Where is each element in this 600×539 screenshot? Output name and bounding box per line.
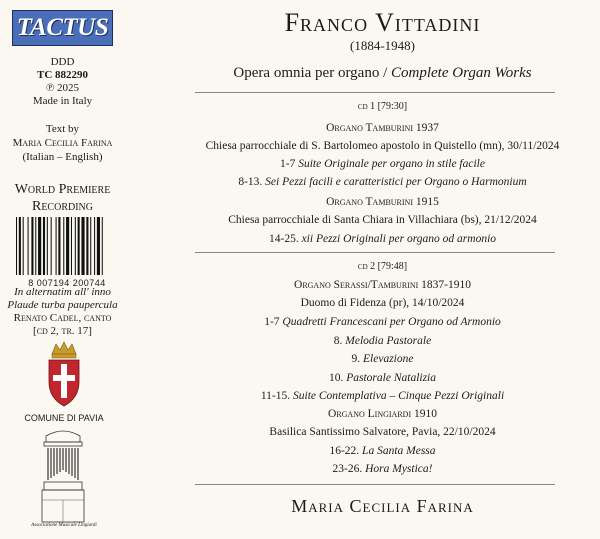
cd1-track3 (165, 232, 600, 246)
premiere-line1: World Premiere (14, 182, 111, 197)
track-title: Melodia Pastorale (345, 335, 432, 347)
track-title: Sei Pezzi facili e caratteristici per Organo o Harmonium (265, 176, 527, 188)
cd1-heading: cd 1 [79:30] (357, 101, 408, 112)
divider-top (195, 92, 555, 93)
tactus-logo: TACTUS (12, 10, 113, 46)
track-number: 14-25. (268, 233, 299, 245)
track-title: Suite Originale per organo in stile facile (298, 158, 485, 170)
cd1-track1 (165, 157, 600, 171)
cd1-track2 (165, 175, 600, 189)
cd2-track7 (165, 462, 600, 476)
cd2-organ2: Organo Lingiardi 1910 (328, 408, 437, 420)
phonogram-year: ℗ 2025 (45, 82, 80, 94)
album-title (165, 65, 600, 82)
title-separator: / (383, 65, 388, 81)
track-title: Hora Mystica! (365, 463, 433, 475)
cd1-place1: Chiesa parrocchiale di S. Bartolomeo apostolo in Quistello (mn), 30/11/2024 (205, 140, 560, 152)
track-title: Elevazione (363, 353, 414, 365)
cd2-place1: Duomo di Fidenza (pr), 14/10/2024 (300, 297, 465, 309)
track-number: 8. (333, 335, 343, 347)
organ-drawing-icon (36, 428, 90, 526)
pavia-crest-icon (46, 340, 82, 408)
premiere-line2: Recording (31, 199, 93, 214)
divider-bottom (195, 484, 555, 485)
cd2-place2: Basilica Santissimo Salvatore, Pavia, 22/10/2024 (269, 426, 496, 438)
track-title: Quadretti Francescani per Organo od Armonio (282, 316, 501, 328)
cd2-track2 (165, 334, 600, 348)
track-title: Suite Contemplativa – Cinque Pezzi Originali (293, 390, 505, 402)
track-number: 16-22. (329, 445, 360, 457)
cd2-track5 (165, 389, 600, 403)
barcode (12, 217, 122, 289)
cd1-place2: Chiesa parrocchiale di Santa Chiara in Villachiara (bs), 21/12/2024 (228, 214, 537, 226)
title-english: Complete Organ Works (391, 65, 532, 81)
barcode-number: 8 007194 200744 (28, 278, 106, 288)
cd2-track1 (165, 315, 600, 329)
cd2-track6 (165, 444, 600, 458)
track-title: La Santa Messa (362, 445, 436, 457)
text-author: Maria Cecilia Farina (12, 137, 113, 149)
composer-name: Franco Vittadini (284, 8, 481, 37)
left-column (0, 0, 155, 539)
association-label: Associazione Musicale Lingiardi (31, 523, 97, 528)
track-number: 11-15. (260, 390, 291, 402)
barcode-bars (12, 217, 122, 275)
performer-name: Maria Cecilia Farina (291, 496, 474, 516)
ddd-label: DDD (50, 56, 75, 68)
bonus-line1: In alternatim all' inno (14, 286, 111, 298)
catalog-number: TC 882290 (36, 69, 89, 81)
track-number: 8-13. (238, 176, 263, 188)
cd2-track3 (165, 352, 600, 366)
comune-label: COMUNE DI PAVIA (24, 413, 104, 423)
composer-years: (1884-1948) (350, 38, 415, 53)
bonus-line4: [cd 2, tr. 17] (33, 325, 92, 337)
track-number: 23-26. (332, 463, 363, 475)
cd1-organ1: Organo Tamburini 1937 (326, 122, 439, 134)
track-number: 10. (328, 372, 344, 384)
bonus-line2: Plaude turba paupercula (7, 299, 118, 311)
track-title: xii Pezzi Originali per organo od armonio (301, 233, 497, 245)
made-in: Made in Italy (32, 95, 93, 107)
divider-mid (195, 252, 555, 253)
track-number: 1-7 (280, 158, 296, 170)
cd1-organ2: Organo Tamburini 1915 (326, 196, 439, 208)
cd2-organ1: Organo Serassi/Tamburini 1837-1910 (294, 279, 471, 291)
track-title: Pastorale Natalizia (346, 372, 437, 384)
bonus-line3: Renato Cadel, canto (13, 312, 112, 324)
cd2-track4 (165, 371, 600, 385)
text-languages: (Italian – English) (22, 151, 103, 163)
tracklist-panel (165, 0, 600, 539)
text-by-label: Text by (45, 123, 80, 135)
cd2-heading: cd 2 [79:48] (357, 261, 408, 272)
track-number: 9. (351, 353, 361, 365)
title-italian: Opera omnia per organo (233, 65, 380, 81)
track-number: 1-7 (264, 316, 280, 328)
